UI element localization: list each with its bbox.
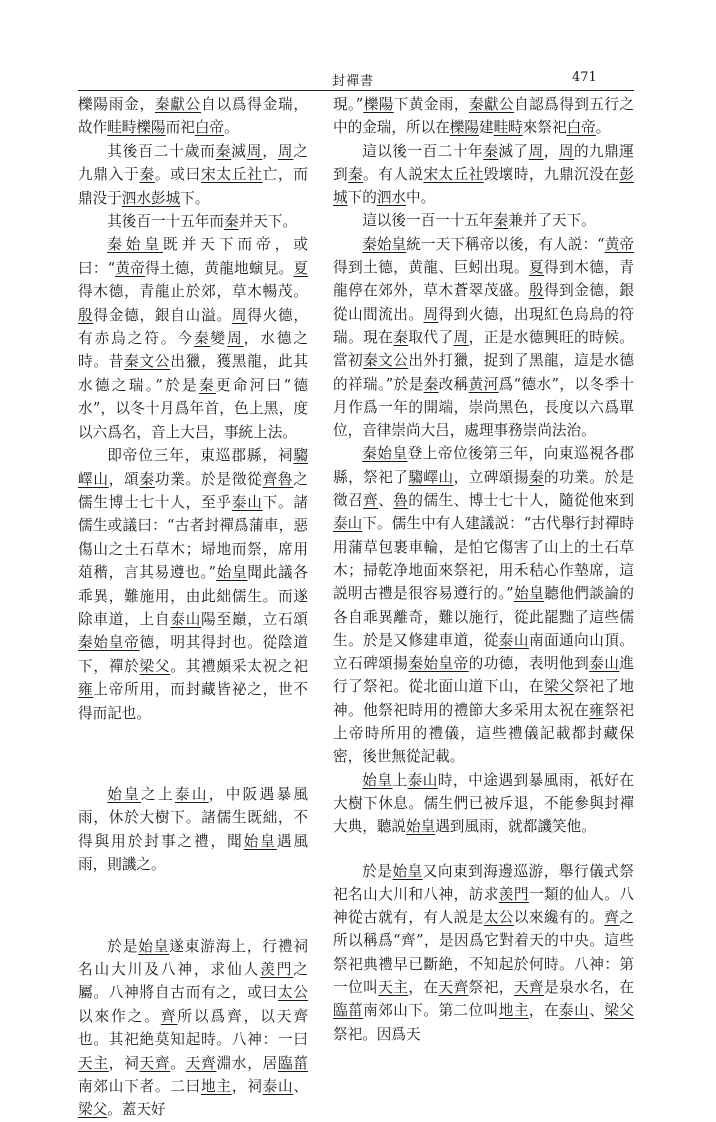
proper-name: 秦文公 xyxy=(363,352,409,370)
proper-name: 魯 xyxy=(393,492,409,510)
proper-name: 地主 xyxy=(498,1002,529,1020)
proper-name: 畦畤 xyxy=(493,119,523,137)
proper-name: 泰山 xyxy=(174,785,209,803)
proper-name: 騶嶧山 xyxy=(408,468,454,486)
proper-name: 周 xyxy=(277,142,294,160)
proper-name: 秦 xyxy=(193,330,211,348)
proper-name: 泰山 xyxy=(407,771,438,789)
proper-name: 殷 xyxy=(528,282,545,300)
proper-name: 雍 xyxy=(589,701,605,719)
proper-name: 黄帝 xyxy=(604,235,634,253)
proper-name: 宋 xyxy=(423,165,439,183)
classical-text-column xyxy=(78,93,308,1122)
proper-name: 梁父 xyxy=(78,1101,108,1119)
proper-name: 泗水 xyxy=(376,189,407,207)
proper-name: 泰山 xyxy=(498,631,529,649)
proper-name: 秦文公 xyxy=(124,353,171,371)
proper-name: 殷 xyxy=(78,306,94,324)
proper-name: 秦 xyxy=(423,375,439,393)
proper-name: 櫟陽 xyxy=(136,119,166,137)
translation-paragraph: 這以後一百一十五年秦兼并了天下。 xyxy=(362,212,596,230)
proper-name: 櫟陽 xyxy=(449,119,479,137)
proper-name: 雍 xyxy=(78,681,94,699)
proper-name: 始皇 xyxy=(362,771,393,789)
translation-paragraph: 秦始皇統一天下稱帝以後，有人説：“黄帝得到土德，黄龍、巨蚓出現。夏得到木德，青龍停在郊外，草木蒼翠茂盛。殷得到金德，銀從山間流出。周得到火德，出現紅色烏鳥的符瑞。現在秦取代了周，正是水德興旺的時候。當初秦文公出外打獵，捉到了黑龍，這是水德的祥瑞。”於是秦改稱黄河爲“德水”，以冬季十月作爲一年的開端，崇尚黑色，長度以六爲單位，音律崇尚大吕，處理事務崇尚法治。 xyxy=(333,235,634,440)
proper-name: 天齊 xyxy=(139,1054,171,1072)
proper-name: 天主 xyxy=(78,1054,109,1072)
proper-name: 天齊 xyxy=(438,978,469,996)
classical-paragraph: 即帝位三年，東巡郡縣，祠騶嶧山，頌秦功業。於是徵從齊魯之儒生博士七十人，至乎泰山下。諸儒生或議曰：“古者封禪爲蒲車，惡傷山之土石草木；埽地而祭，席用葅稭，言其易遵也。”始皇聞此議各乖異，難施用，由此絀儒生。而遂除車道，上自泰山陽至巔，立石頌秦始皇帝德，明其得封也。從陰道下，禪於梁父。其禮頗采太祝之祀雍上帝所用，而封藏皆祕之，世不得而記也。 xyxy=(78,447,308,722)
proper-name: 櫟陽 xyxy=(363,96,394,113)
translation-paragraph: 現。”櫟陽下黄金雨，秦獻公自認爲得到五行之中的金瑞，所以在櫟陽建畦畤來祭祀白帝。 xyxy=(333,96,634,137)
proper-name: 周 xyxy=(528,142,544,160)
proper-name: 秦 xyxy=(348,165,364,183)
proper-name: 彭城 xyxy=(151,189,181,207)
proper-name: 始皇 xyxy=(243,832,277,850)
proper-name: 秦 xyxy=(483,142,499,160)
proper-name: 周 xyxy=(231,306,248,324)
proper-name: 天齊 xyxy=(185,1054,217,1072)
translation-paragraph: 這以後一百二十年秦滅了周，周的九鼎運到秦。有人説宋太丘社毁壞時，九鼎沉没在彭城下的泗水中。 xyxy=(333,142,634,207)
proper-name: 秦始皇帝 xyxy=(78,634,140,652)
proper-name: 始皇 xyxy=(392,862,423,880)
proper-name: 齊 xyxy=(604,909,620,927)
header-rule xyxy=(78,90,634,91)
proper-name: 臨菑 xyxy=(333,1002,364,1020)
proper-name: 秦 xyxy=(493,212,509,230)
proper-name: 秦 xyxy=(139,166,155,184)
proper-name: 秦始皇帝 xyxy=(408,655,469,673)
proper-name: 泰山 xyxy=(559,1002,590,1020)
proper-name: 太公 xyxy=(278,984,308,1002)
proper-name: 秦 xyxy=(198,376,216,394)
proper-name: 泰山 xyxy=(333,515,363,533)
proper-name: 羡門 xyxy=(260,961,294,978)
translation-paragraph: 於是始皇又向東到海邊巡游，舉行儀式祭祀名山大川和八神，訪求羡門一類的仙人。八神從古就有，有人説是太公以來纔有的。齊之所以稱爲“齊”，是因爲它對着天的中央。這些祭祀典禮早已斷絶，不知起於何時。八神：第一位叫天主，在天齊祭祀，天齊是泉水名，在臨菑南郊山下。第二位叫地主，在泰山、梁父祭祀。因爲天 xyxy=(333,862,634,1043)
classical-paragraph: 秦始皇既并天下而帝，或曰：“黄帝得土德，黄龍地螾見。夏得木德，青龍止於郊，草木暢茂。殷得金德，銀自山溢。周得火德，有赤烏之符。今秦變周，水德之時。昔秦文公出獵，獲黑龍，此其水德之瑞。”於是秦更命河曰“德水”，以冬十月爲年首，色上黑，度以六爲名，音上大吕，事統上法。 xyxy=(78,236,308,441)
proper-name: 周 xyxy=(453,328,469,346)
proper-name: 周 xyxy=(558,142,574,160)
proper-name: 周 xyxy=(227,330,244,348)
proper-name: 泰山 xyxy=(262,1078,294,1096)
proper-name: 始皇 xyxy=(513,585,545,603)
proper-name: 泰山 xyxy=(170,610,202,628)
proper-name: 白帝 xyxy=(566,119,596,137)
proper-name: 始皇 xyxy=(405,818,436,836)
proper-name: 騶嶧山 xyxy=(78,447,308,488)
translation-text-column xyxy=(333,93,634,1046)
proper-name: 秦 xyxy=(215,142,232,160)
proper-name: 泗水 xyxy=(121,189,151,207)
proper-name: 周 xyxy=(246,142,263,160)
proper-name: 天齊 xyxy=(513,978,544,996)
proper-name: 羡門 xyxy=(498,885,529,903)
proper-name: 黄帝 xyxy=(115,259,146,277)
proper-name: 梁父 xyxy=(604,1002,634,1020)
proper-name: 畦畤 xyxy=(107,119,137,137)
proper-name: 秦 xyxy=(223,213,239,231)
classical-paragraph: 其後百二十歲而秦滅周，周之九鼎入于秦。或曰宋太丘社亡，而鼎没于泗水彭城下。 xyxy=(78,142,308,207)
proper-name: 秦獻公 xyxy=(468,96,515,113)
proper-name: 秦獻公 xyxy=(154,96,202,113)
proper-name: 太丘社 xyxy=(216,166,263,184)
proper-name: 魯 xyxy=(277,470,294,488)
proper-name: 始皇 xyxy=(138,937,170,955)
section-gap xyxy=(78,725,308,783)
translation-paragraph: 始皇上泰山時，中途遇到暴風雨，祇好在大樹下休息。儒生們已被斥退，不能參與封禪大典，聽説始皇遇到風雨，就都譏笑他。 xyxy=(333,771,634,836)
proper-name: 泰山 xyxy=(231,493,263,511)
section-gap xyxy=(78,877,308,935)
classical-paragraph: 始皇之上泰山，中阪遇暴風雨，休於大樹下。諸儒生既絀，不得與用於封事之禮，聞始皇遇風雨，則譏之。 xyxy=(78,785,308,874)
proper-name: 齊 xyxy=(262,470,278,488)
proper-name: 周 xyxy=(423,305,439,323)
proper-name: 臨菑 xyxy=(277,1054,308,1072)
translation-paragraph: 秦始皇登上帝位後第三年，向東巡視各郡縣，祭祀了騶嶧山，立碑頌揚秦的功業。於是徵召齊、魯的儒生、博士七十人，隨從他來到泰山下。儒生中有人建議説：“古代舉行封禪時用蒲草包裹車輪，是怕它傷害了山上的土石草木；掃乾净地面來祭祀，用禾秸心作墊席，這説明古禮是很容易遵行的。”始皇聽他們談論的各自乖異離奇，難以施行，從此罷黜了這些儒生。於是又修建車道，從泰山南面通向山頂。立石碑頌揚秦始皇帝的功德，表明他到泰山進行了祭祀。從北面山道下山，在梁父祭祀了地神。他祭祀時用的禮節大多采用太祝在雍祭祀上帝時所用的禮儀，這些禮儀記載都封藏保密，後世無從記載。 xyxy=(333,445,634,766)
proper-name: 秦 xyxy=(139,470,155,488)
proper-name: 彭城 xyxy=(333,165,634,207)
proper-name: 齊 xyxy=(363,492,379,510)
proper-name: 秦始皇 xyxy=(362,445,408,463)
proper-name: 黄河 xyxy=(468,375,499,393)
proper-name: 天主 xyxy=(378,978,409,996)
classical-paragraph: 櫟陽雨金，秦獻公自以爲得金瑞，故作畦畤櫟陽而祀白帝。 xyxy=(78,96,308,137)
proper-name: 秦 xyxy=(393,328,409,346)
proper-name: 白帝 xyxy=(194,119,225,137)
classical-paragraph: 於是始皇遂東游海上，行禮祠名山大川及八神，求仙人羡門之屬。八神將自古而有之，或曰太公以來作之。齊所以爲齊，以天齊也。其祀絶莫知起時。八神：一曰天主，祠天齊。天齊淵水，居臨菑南郊山下者。二曰地主，祠泰山、梁父。蓋天好 xyxy=(78,937,308,1119)
proper-name: 太丘社 xyxy=(438,165,484,183)
proper-name: 齊 xyxy=(160,1007,178,1025)
proper-name: 秦始皇 xyxy=(107,236,164,254)
proper-name: 夏 xyxy=(293,259,308,277)
proper-name: 秦 xyxy=(528,468,545,486)
proper-name: 宋 xyxy=(201,166,217,184)
proper-name: 始皇 xyxy=(216,564,248,582)
proper-name: 梁父 xyxy=(544,678,575,696)
proper-name: 泰山 xyxy=(589,655,620,673)
section-gap xyxy=(333,839,634,860)
running-head-title: 封禪書 xyxy=(332,74,375,89)
proper-name: 夏 xyxy=(528,259,545,277)
proper-name: 梁父 xyxy=(139,657,171,675)
proper-name: 始皇 xyxy=(107,785,142,803)
classical-paragraph: 其後百一十五年而秦并天下。 xyxy=(107,213,297,231)
proper-name: 秦始皇 xyxy=(362,235,407,253)
page-number: 471 xyxy=(572,70,597,85)
proper-name: 地主 xyxy=(201,1078,232,1096)
proper-name: 太公 xyxy=(483,909,514,927)
